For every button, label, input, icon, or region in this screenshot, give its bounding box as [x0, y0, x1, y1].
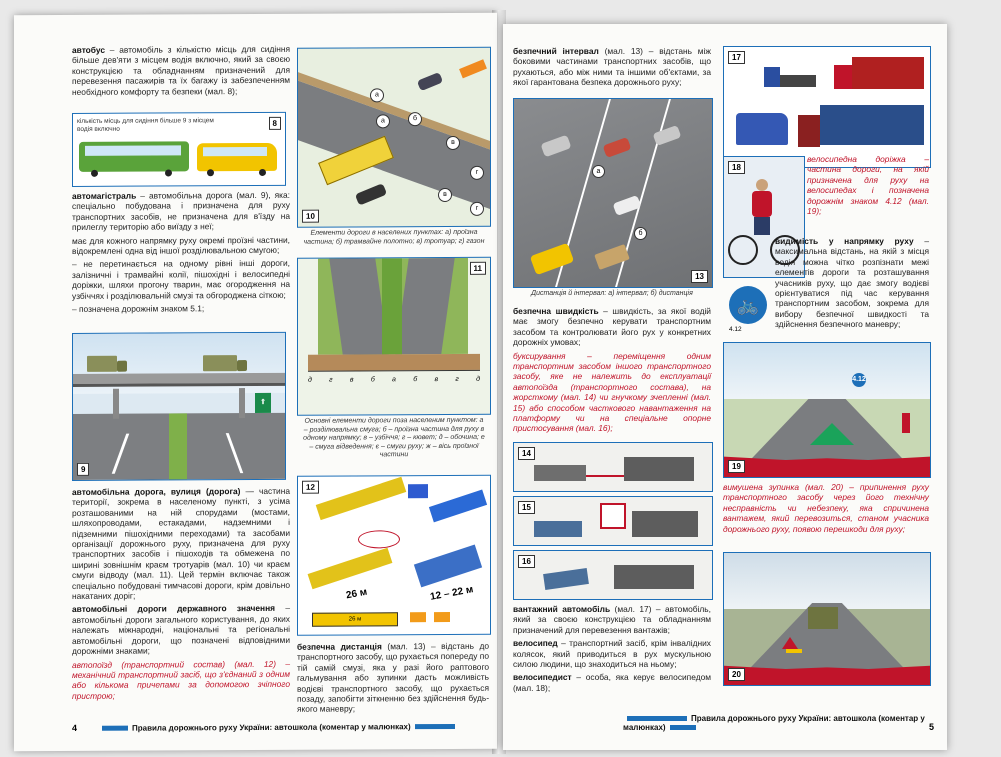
label-b: б — [408, 112, 422, 126]
towing-truck-2 — [632, 511, 698, 537]
cyclist-illustration — [742, 179, 782, 233]
paragraph-truck: вантажний автомобіль (мал. 17) – автомобіль, який за своєю конструкцією та обладнанням призначений для перевезення вантажів; — [513, 604, 711, 635]
figure-12-road-trains — [297, 475, 491, 636]
label-a-1: а — [370, 88, 384, 102]
right-column-text-5 — [775, 236, 929, 333]
yellow-arrow-marking — [786, 649, 802, 653]
paragraph-towing: буксирування – переміщення одним транспортним засобом іншого транспортного засобу, яке не належить до експлуатації автопоїзда (транспортного состава), на жорсткому (мал. 14) чи гнучкому зчепленні (мал. 15) або способом часткового навантаження на платформу чи на спеціальне опорне пристосування (мал. 16); — [513, 350, 711, 434]
paragraph-safe-interval: безпечний інтервал (мал. 13) – відстань між боковими частинами транспортних засобів, що рухаються, або між ними та іншими об'єктами, за якої гарантована безпека дорожнього руху; — [513, 46, 712, 88]
figure-17-trucks — [723, 46, 931, 168]
figure-9-motorway — [72, 332, 286, 481]
left-column-text — [72, 44, 290, 100]
warning-sign — [600, 503, 626, 529]
label-a: а — [592, 165, 605, 178]
page-number-right: 5 — [929, 722, 935, 732]
figure-number: 13 — [691, 270, 708, 283]
right-page — [503, 24, 947, 750]
paragraph-separate-carriageways: має для кожного напрямку руху окремі проїзні частини, відокремлені одна від іншої розділювальною смугою; — [72, 234, 290, 256]
towed-blue-truck — [534, 521, 582, 537]
footer-text: Правила дорожнього руху України: автошкола (коментар у малюнках) — [132, 722, 411, 733]
figure-19-driver-view-bike-lane — [723, 342, 931, 478]
figure-13-distance-interval — [513, 98, 713, 288]
paragraph-motorway: автомагістраль – автомобільна дорога (мал. 9), яка: спеціально побудована і призначена для руху транспортних засобів, не призначена для в'їзду на прилеглу територію або виїзду з неї; — [72, 189, 290, 233]
right-column-text-2 — [513, 306, 711, 437]
green-arrow-marking — [810, 423, 854, 445]
warning-triangle — [782, 637, 798, 649]
figure-number: 8 — [269, 117, 281, 130]
figure-20-driver-view-forced-stop — [723, 552, 931, 686]
road-train-sign-plate: 26 м — [312, 612, 398, 626]
page-number-left: 4 — [72, 722, 78, 733]
paragraph-sign-5-1: – позначена дорожнім знаком 5.1; — [72, 303, 205, 315]
right-column-text-6 — [723, 482, 929, 537]
figure-number: 18 — [728, 161, 745, 174]
figure-label: кількість місць для сидіння більше 9 з місцем водія включно — [77, 117, 214, 133]
figure-number: 15 — [518, 501, 535, 514]
lifted-blue-truck — [543, 568, 589, 590]
figure-11-rural-road-elements — [297, 257, 491, 416]
figure-13-caption: Дистанція й інтервал: а) інтервал; б) дистанція — [531, 290, 693, 297]
figure-number: 9 — [77, 463, 89, 476]
left-page — [14, 13, 497, 752]
label-g-1: г — [470, 166, 484, 180]
car-black — [355, 183, 387, 205]
paragraph-cyclist: велосипедист – особа, яка керує велосипедом (мал. 18); — [513, 672, 711, 693]
figure-14-rigid-towing — [513, 442, 713, 492]
van-blue — [736, 113, 788, 145]
footer-left — [98, 722, 459, 733]
towed-truck — [534, 465, 586, 481]
label-b: б — [634, 227, 647, 240]
dim-g-1: г — [329, 376, 333, 384]
dim-a: а — [392, 376, 396, 384]
figure-number: 17 — [728, 51, 745, 64]
paragraph-safe-speed: безпечна швидкість – швидкість, за якої водій має змогу безпечно керувати транспортним засобом та контролювати його рух у конкретних дорожніх умовах; — [513, 306, 711, 348]
dim-v-1: в — [349, 376, 354, 384]
dim-d-1: д — [308, 376, 312, 384]
dimension-26m: 26 м — [345, 586, 369, 602]
right-column-text-3 — [513, 604, 711, 696]
figure-8-buses — [72, 112, 286, 187]
paragraph-forced-stop: вимушена зупинка (мал. 20) – припинення руху транспортного засобу через його технічну несправність чи небезпеку, яка спричинена вантажем, який перевозиться, станом учасника дорожнього руху, появою перешкоди для руху; — [723, 482, 929, 534]
figure-number: 19 — [728, 460, 745, 473]
cyclist-in-lane — [902, 413, 910, 433]
figure-number: 20 — [728, 668, 745, 681]
figure-number: 16 — [518, 555, 535, 568]
label-v-1: в — [446, 136, 460, 150]
truck-red-tarp — [834, 57, 924, 91]
road-train-lamps — [410, 612, 450, 624]
paragraph-road-street: автомобільна дорога, вулиця (дорога) — частина території, зокрема в населеному пункті, з усіма розташованими на ній спорудами (мостами, шляхопроводами, естакадами, надземними і підземними пішохідними переходами) та засобами організації дорожнього руху, призначена для руху транспортних засобів і пішоходів та обмежена по ширині зовнішнім краєм тротуарів (мал. 10) чи краєм смуги відводу (мал. 11). Цей термін включає також спеціально побудовані тимчасові дороги, крім довільно накатаних доріг; — [72, 485, 290, 602]
paragraph-safe-distance: безпечна дистанція (мал. 13) – відстань до транспортного засобу, що рухається попереду по тій самій смузі, яка у разі його раптового гальмування або зупинки дасть можливість водієві транспортного засобу, що рухається позаду, запобігти зіткненню без здійснення будь-якого маневру; — [297, 640, 489, 715]
left-column-text-3 — [72, 486, 290, 704]
figure-11-caption: Основні елементи дороги поза населеним пунктом: а – розділювальна смуга; б – проїзна частина для руху в одному напрямку; в – узбіччя; г – кювет; д – обочина; е – смуга відведення; є – смуги руху; ж – вісь проїзної частини — [303, 416, 485, 459]
truck-blue-small — [764, 67, 816, 89]
paragraph-no-crossings: – не перетинається на одному рівні інші дороги, залізничні і трамвайні колії, пішохідні і велосипедні доріжки, шляхи прогону тварин, має огородження на узбіччях і розділювальній смузі та обгороджена сіткою; — [72, 258, 290, 301]
yellow-road-train-1 — [316, 477, 407, 520]
figure-number: 12 — [302, 481, 319, 494]
yellow-road-train-2 — [308, 548, 393, 590]
paragraph-visibility: видимість у напрямку руху – максимальна відстань, на якій з місця водія можна чітко розпізнати межі елементів дороги та розташування учасників руху, що дає змогу водієві орієнтуватися під час керування транспортним засобом, зокрема для вибору безпечної швидкості та здійснення безпечного маневру; — [775, 236, 929, 330]
figure-15-flexible-towing — [513, 496, 713, 546]
motorway-sign-5-1: ⇑ — [255, 393, 271, 413]
paragraph-bicycle: велосипед – транспортний засіб, крім інвалідних колясок, який приводиться в рух мускульною силою людини, що знаходиться на ньому; — [513, 638, 711, 670]
blue-truck-trailer — [414, 545, 482, 588]
bike-sign-on-pole: 4.12 — [852, 373, 866, 387]
dim-g-2: г — [455, 375, 459, 383]
paragraph-bus: автобус – автомобіль з кількістю місць для сидіння більше дев'яти з місцем водія включно, який за своєю конструкцією та обладнанням призначений для перевезення пасажирів та їх багажу із забезпеченням необхідного комфорту та безпеки (мал. 8); — [72, 43, 290, 97]
paragraph-bike-lane: велосипедна доріжка – частина дороги, на якій призначена для руху на велосипедах і позначена дорожнім знаком 4.12 (мал. 19); — [807, 154, 929, 217]
label-v-2: в — [438, 188, 452, 202]
dim-d-2: д — [476, 375, 480, 383]
figure-10-city-road-elements — [297, 47, 491, 228]
truck-semi-blue — [798, 105, 924, 147]
label-a-2: а — [376, 114, 390, 128]
footer-text: Правила дорожнього руху України: автошкола (коментар у малюнках) — [623, 714, 925, 732]
paragraph-state-roads: автомобільні дороги державного значення – автомобільні дороги загального користування, до яких належать міжнародні, національні та регіональні автомобільні дороги, що позначені відповідними дорожніми знаками; — [72, 603, 290, 657]
dim-v-2: в — [434, 376, 439, 384]
car-dark — [417, 72, 443, 91]
figure-10-caption: Елементи дороги в населених пунктах: а) проїзна частина; б) трамвайне полотно; в) тротуар; г) газон — [303, 228, 485, 246]
tram-far — [459, 59, 487, 78]
dimension-12-22m: 12 – 22 м — [429, 584, 475, 603]
towing-truck — [624, 457, 694, 481]
label-g-2: г — [470, 202, 484, 216]
trolleybus-illustration — [429, 490, 487, 523]
dim-b-2: б — [413, 376, 418, 384]
figure-number: 14 — [518, 447, 535, 460]
right-column-text-1 — [513, 46, 711, 91]
truck-ahead — [808, 607, 838, 629]
left-column-text-4 — [297, 641, 489, 718]
figure-number: 10 — [302, 210, 319, 223]
figure-number: 11 — [470, 262, 486, 275]
sign-code-4-12: 4.12 — [729, 326, 742, 333]
footer-right — [623, 714, 947, 732]
left-column-text-2 — [72, 190, 290, 318]
paragraph-road-train: автопоїзд (транспортний состав) (мал. 12) – механічний транспортний засіб, що з'єднаний з одним або кількома причепами за допомогою зчіпного пристрою; — [72, 658, 290, 701]
right-column-text-4 — [807, 154, 929, 219]
dim-b-1: б — [370, 376, 375, 384]
bike-lane-sign-4-12: 🚲 — [729, 286, 767, 324]
figure-16-partial-load-towing — [513, 550, 713, 600]
tow-platform-truck — [614, 565, 694, 589]
tractor-illustration — [408, 484, 428, 498]
dimension-labels — [308, 376, 480, 384]
